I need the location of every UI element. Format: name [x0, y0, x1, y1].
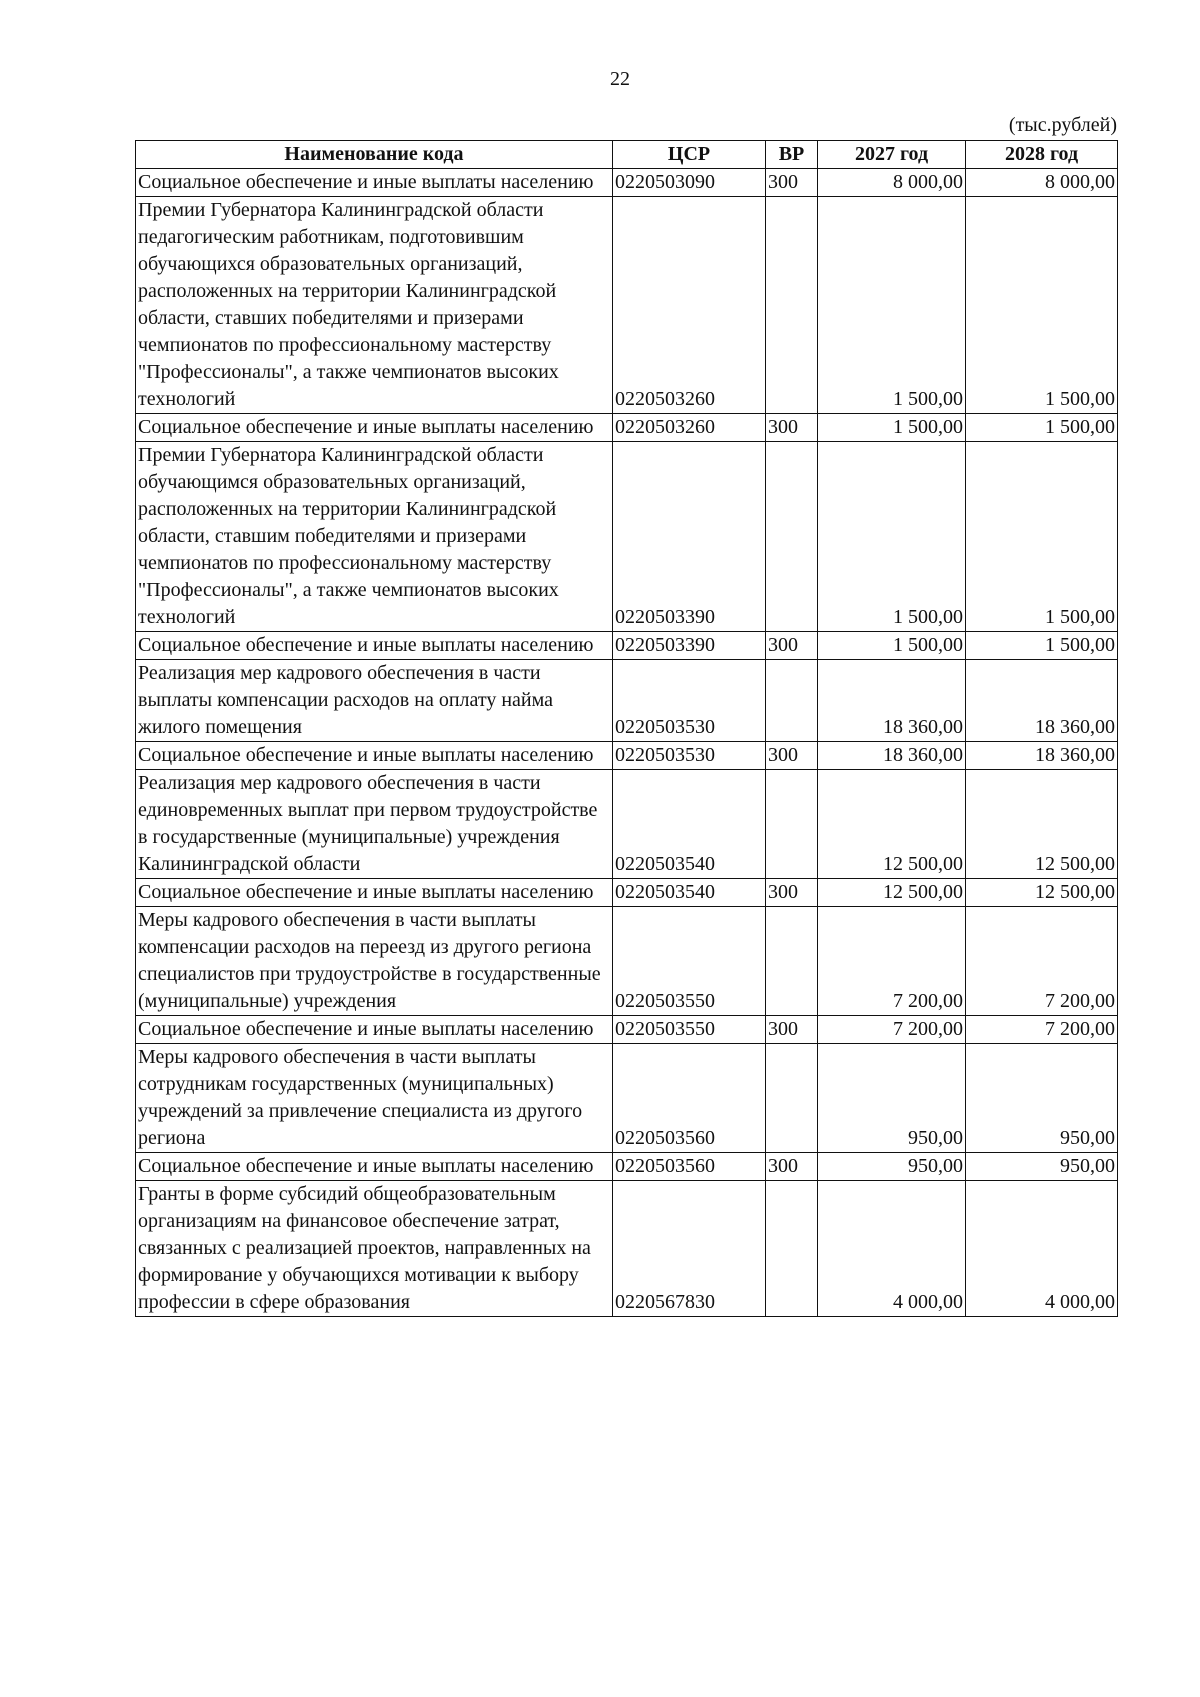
row-2028: 12 500,00: [966, 879, 1118, 907]
row-name: Премии Губернатора Калининградской области обучающимся образовательных организаций, расположенных на территории Калининградской области, ставшим победителями и призерами чемпионатов по профессиональному мастерству "Профессионалы", а также чемпионатов высоких технологий: [136, 442, 613, 632]
row-2028: 7 200,00: [966, 1016, 1118, 1044]
table-row: [136, 632, 1118, 660]
row-vr: [766, 907, 818, 1016]
row-vr: 300: [766, 632, 818, 660]
row-vr: 300: [766, 1153, 818, 1181]
row-vr: 300: [766, 414, 818, 442]
row-2027: 8 000,00: [818, 169, 966, 197]
row-2028: 1 500,00: [966, 442, 1118, 632]
row-vr: [766, 1181, 818, 1317]
row-name: Премии Губернатора Калининградской области педагогическим работникам, подготовившим обучающихся образовательных организаций, расположенных на территории Калининградской области, ставших победителями и призерами чемпионатов по профессиональному мастерству "Профессионалы", а также чемпионатов высоких технологий: [136, 197, 613, 414]
budget-table: [135, 140, 1118, 1317]
row-vr: 300: [766, 879, 818, 907]
row-2027: 18 360,00: [818, 742, 966, 770]
row-name: Реализация мер кадрового обеспечения в части выплаты компенсации расходов на оплату найма жилого помещения: [136, 660, 613, 742]
row-csr: 0220503560: [613, 1044, 766, 1153]
header-name: Наименование кода: [136, 141, 613, 169]
table-row: [136, 197, 1118, 414]
table-row: [136, 414, 1118, 442]
row-name: Социальное обеспечение и иные выплаты населению: [136, 169, 613, 197]
row-2028: 4 000,00: [966, 1181, 1118, 1317]
row-2027: 18 360,00: [818, 660, 966, 742]
row-csr: 0220503260: [613, 197, 766, 414]
row-name: Реализация мер кадрового обеспечения в части единовременных выплат при первом трудоустройстве в государственные (муниципальные) учреждения Калининградской области: [136, 770, 613, 879]
row-2028: 1 500,00: [966, 414, 1118, 442]
row-csr: 0220503550: [613, 907, 766, 1016]
table-row: [136, 1016, 1118, 1044]
row-2027: 7 200,00: [818, 907, 966, 1016]
row-2027: 1 500,00: [818, 197, 966, 414]
row-vr: [766, 442, 818, 632]
row-csr: 0220503540: [613, 770, 766, 879]
header-2028: 2028 год: [966, 141, 1118, 169]
row-name: Социальное обеспечение и иные выплаты населению: [136, 1016, 613, 1044]
row-2027: 950,00: [818, 1044, 966, 1153]
row-2027: 1 500,00: [818, 632, 966, 660]
header-vr: ВР: [766, 141, 818, 169]
row-vr: [766, 660, 818, 742]
table-row: [136, 169, 1118, 197]
row-2027: 4 000,00: [818, 1181, 966, 1317]
row-vr: 300: [766, 742, 818, 770]
row-name: Социальное обеспечение и иные выплаты населению: [136, 632, 613, 660]
row-csr: 0220503390: [613, 442, 766, 632]
table-row: [136, 742, 1118, 770]
row-name: Социальное обеспечение и иные выплаты населению: [136, 742, 613, 770]
table-row: [136, 879, 1118, 907]
row-csr: 0220503530: [613, 660, 766, 742]
row-csr: 0220503530: [613, 742, 766, 770]
units-label: (тыс.рублей): [1008, 114, 1117, 136]
page-number: 22: [610, 68, 630, 90]
row-name: Социальное обеспечение и иные выплаты населению: [136, 414, 613, 442]
row-2028: 18 360,00: [966, 742, 1118, 770]
row-2027: 12 500,00: [818, 770, 966, 879]
row-csr: 0220503090: [613, 169, 766, 197]
table-row: [136, 1181, 1118, 1317]
table-row: [136, 907, 1118, 1016]
header-2027: 2027 год: [818, 141, 966, 169]
row-name: Гранты в форме субсидий общеобразовательным организациям на финансовое обеспечение затрат, связанных с реализацией проектов, направленных на формирование у обучающихся мотивации к выбору профессии в сфере образования: [136, 1181, 613, 1317]
row-name: Меры кадрового обеспечения в части выплаты сотрудникам государственных (муниципальных) учреждений за привлечение специалиста из другого региона: [136, 1044, 613, 1153]
row-2028: 12 500,00: [966, 770, 1118, 879]
row-csr: 0220503560: [613, 1153, 766, 1181]
row-vr: 300: [766, 169, 818, 197]
row-vr: [766, 1044, 818, 1153]
row-2028: 1 500,00: [966, 632, 1118, 660]
row-2027: 1 500,00: [818, 414, 966, 442]
row-2027: 1 500,00: [818, 442, 966, 632]
row-csr: 0220503540: [613, 879, 766, 907]
row-csr: 0220567830: [613, 1181, 766, 1317]
row-2028: 8 000,00: [966, 169, 1118, 197]
table-row: [136, 660, 1118, 742]
table-row: [136, 770, 1118, 879]
row-2028: 1 500,00: [966, 197, 1118, 414]
row-2028: 18 360,00: [966, 660, 1118, 742]
row-vr: 300: [766, 1016, 818, 1044]
row-2028: 950,00: [966, 1044, 1118, 1153]
row-vr: [766, 197, 818, 414]
row-2028: 950,00: [966, 1153, 1118, 1181]
header-csr: ЦСР: [613, 141, 766, 169]
row-name: Социальное обеспечение и иные выплаты населению: [136, 879, 613, 907]
row-2027: 7 200,00: [818, 1016, 966, 1044]
table-row: [136, 1044, 1118, 1153]
row-2027: 12 500,00: [818, 879, 966, 907]
table-row: [136, 442, 1118, 632]
row-name: Социальное обеспечение и иные выплаты населению: [136, 1153, 613, 1181]
table-header-row: [136, 141, 1118, 169]
row-vr: [766, 770, 818, 879]
row-csr: 0220503550: [613, 1016, 766, 1044]
row-name: Меры кадрового обеспечения в части выплаты компенсации расходов на переезд из другого региона специалистов при трудоустройстве в государственные (муниципальные) учреждения: [136, 907, 613, 1016]
row-2028: 7 200,00: [966, 907, 1118, 1016]
row-csr: 0220503390: [613, 632, 766, 660]
row-2027: 950,00: [818, 1153, 966, 1181]
table-row: [136, 1153, 1118, 1181]
row-csr: 0220503260: [613, 414, 766, 442]
